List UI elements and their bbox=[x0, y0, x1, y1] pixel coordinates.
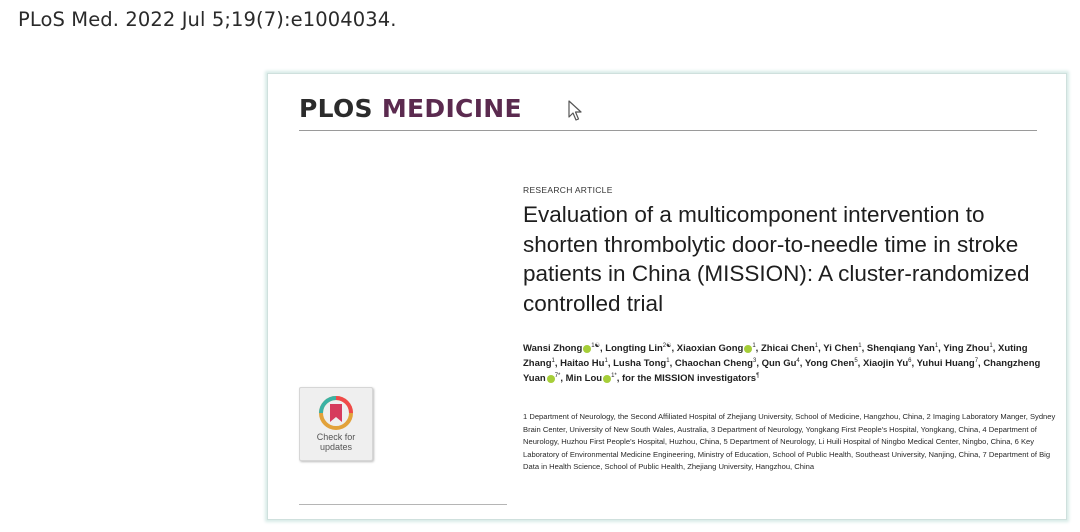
check-for-updates-icon bbox=[317, 394, 355, 432]
sidebar-rule bbox=[299, 504, 507, 505]
author-affiliation-sup: 1 bbox=[934, 343, 939, 349]
journal-name-part2: MEDICINE bbox=[381, 94, 522, 123]
author-affiliation-sup: 2☯ bbox=[662, 343, 672, 349]
header-rule bbox=[299, 130, 1037, 131]
paper-page bbox=[267, 73, 1067, 520]
mouse-cursor-icon bbox=[568, 100, 584, 122]
author-affiliation-sup: 7* bbox=[554, 373, 561, 380]
author[interactable] bbox=[762, 358, 800, 369]
author[interactable] bbox=[867, 343, 938, 354]
check-for-updates-label: Check for updates bbox=[316, 432, 356, 452]
author[interactable] bbox=[917, 358, 978, 369]
author-name: Xuting Zhang bbox=[523, 343, 1028, 370]
article-title: Evaluation of a multicomponent intervention to shorten thrombolytic door-to-needle time in stroke patients in China (MISSION): A cluster-randomized controlled trial bbox=[523, 202, 1030, 316]
author-name: Xiaoxian Gong bbox=[676, 343, 744, 355]
author-affiliation-sup: 1 bbox=[752, 343, 756, 349]
author[interactable] bbox=[677, 343, 756, 354]
author-affiliation-sup: 1 bbox=[666, 358, 670, 365]
author-affiliation-sup: 7 bbox=[974, 358, 979, 365]
author[interactable] bbox=[943, 343, 992, 354]
author-name: Qun Gu bbox=[761, 358, 797, 370]
author[interactable] bbox=[613, 358, 669, 369]
author-name: Zhicai Chen bbox=[760, 343, 815, 355]
author[interactable] bbox=[605, 343, 671, 354]
author-affiliation-sup: 6 bbox=[908, 358, 912, 365]
group-author-sup: ¶ bbox=[756, 373, 760, 380]
affiliations: 1 Department of Neurology, the Second Affiliated Hospital of Zhejiang University, School of Medicine, Hangzhou, China, 2 Imaging Laboratory Manger, Sydney Brain Center, University of New South Wales, Australia, 3 Department of Neurology, Yongkang First People's Hospital, Yongkang, China, 4 Department of Neurology, Huzhou First People's Hospital, Huzhou, China, 5 Department of Neurology, Li Huili Hospital of Ningbo Medical Center, Ningbo, China, 6 Key Laboratory of Environmental Medicine Engineering, Ministry of Education, School of Public Health, Southeast University, Nanjing, China, 7 Department of Big Data in Health Science, School of Public Health, Zhejiang University, Hangzhou, China bbox=[523, 412, 1056, 471]
orcid-icon[interactable] bbox=[547, 375, 555, 383]
author-affiliation-sup: 1 bbox=[551, 358, 555, 365]
check-for-updates-button[interactable] bbox=[299, 387, 373, 461]
author-affiliation-sup: 1☯ bbox=[591, 343, 600, 349]
author[interactable] bbox=[675, 358, 756, 369]
author-name: Chaochan Cheng bbox=[674, 358, 753, 370]
author-affiliation-sup: 5 bbox=[854, 358, 858, 365]
author-name: Yi Chen bbox=[823, 343, 859, 355]
citation: PLoS Med. 2022 Jul 5;19(7):e1004034. bbox=[18, 8, 397, 31]
author-name: Lusha Tong bbox=[613, 358, 667, 370]
author-name: Min Lou bbox=[565, 373, 603, 385]
author[interactable] bbox=[560, 358, 608, 369]
author-affiliation-sup: 3 bbox=[752, 358, 757, 365]
author[interactable] bbox=[823, 343, 861, 354]
author[interactable] bbox=[863, 358, 912, 369]
author-name: Shenqiang Yan bbox=[866, 343, 935, 355]
author-list: Wansi Zhong $^{1☯}$, Longting Lin$^{2☯}$, Xiaoxian Gong $^1$, Zhicai Chen$^1$, Yi Chen$^1$, Shenqiang Yan$^1$, Ying Zhou$^1$, Xuting Zhang$^1$, Haitao Hu$^1$, Lusha Tong$^1$, Chaochan Cheng$^3$, Qun Gu$^4$, Yong Chen$^5$, Xiaojin Yu$^6$, Yuhui Huang$^7$, Changzheng Yuan $^{7*}$, Min Lou $^{1*}$, for the MISSION investigators¶ bbox=[523, 343, 1041, 385]
author-name: Ying Zhou bbox=[943, 343, 990, 355]
author-name: Changzheng Yuan bbox=[523, 358, 1041, 385]
orcid-icon[interactable] bbox=[603, 375, 611, 383]
author-name: Wansi Zhong bbox=[523, 343, 583, 355]
author-affiliation-sup: 1 bbox=[814, 343, 819, 349]
author-affiliation-sup: 1 bbox=[858, 343, 862, 349]
journal-logo bbox=[299, 94, 522, 123]
author-affiliation-sup: 4 bbox=[796, 358, 800, 365]
journal-name-part1: PLOS bbox=[299, 94, 373, 123]
author[interactable] bbox=[523, 343, 600, 354]
author-name: Longting Lin bbox=[605, 343, 663, 355]
author-name: Xiaojin Yu bbox=[862, 358, 909, 370]
author[interactable] bbox=[805, 358, 858, 369]
author-affiliation-sup: 1* bbox=[611, 373, 617, 380]
author[interactable] bbox=[566, 373, 617, 384]
article-type: RESEARCH ARTICLE bbox=[523, 185, 613, 195]
author-affiliation-sup: 1 bbox=[989, 343, 993, 349]
author-affiliation-sup: 1 bbox=[604, 358, 608, 365]
author[interactable] bbox=[761, 343, 818, 354]
author-name: Yuhui Huang bbox=[916, 358, 975, 370]
author-name: Yong Chen bbox=[804, 358, 855, 370]
group-author: for the MISSION investigators bbox=[622, 373, 757, 385]
author-name: Haitao Hu bbox=[560, 358, 605, 370]
